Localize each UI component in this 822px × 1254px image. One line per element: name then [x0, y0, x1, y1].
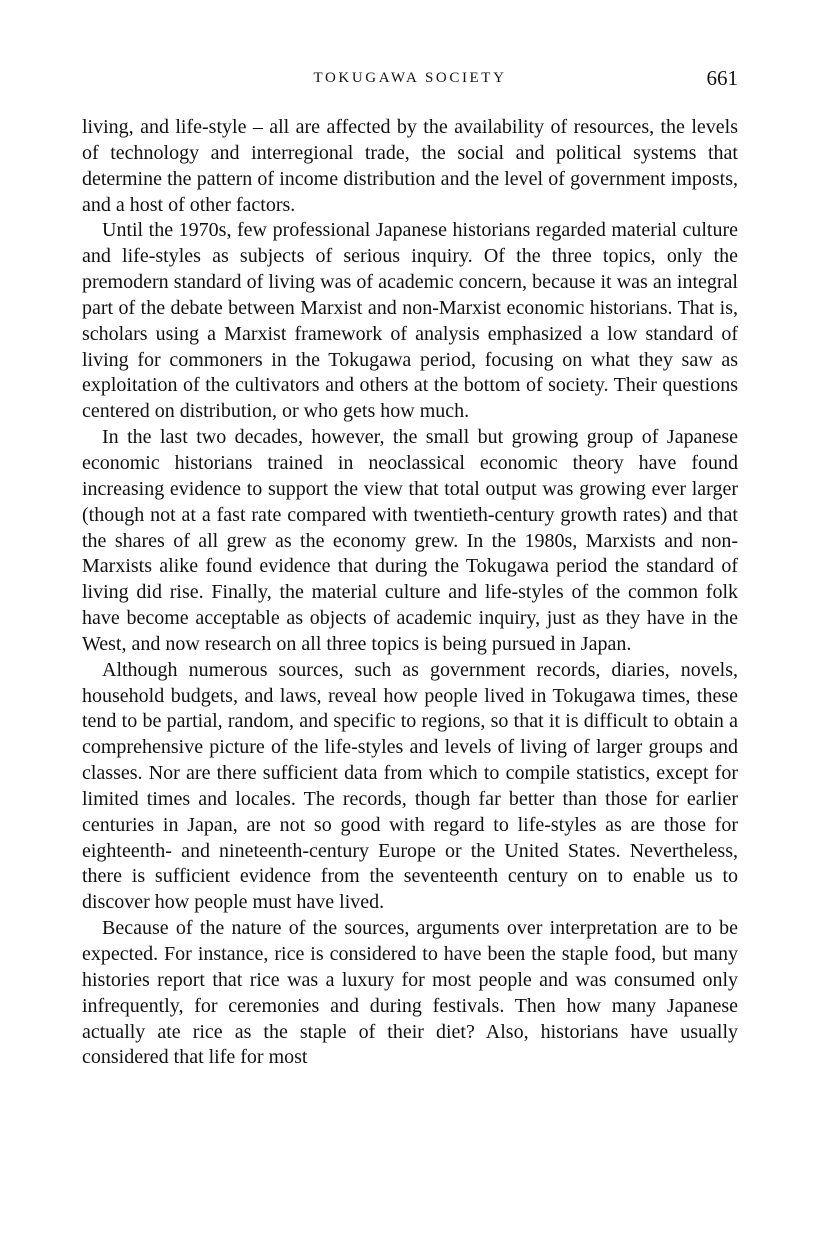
paragraph-1: living, and life-style – all are affected by the availability of resources, the levels of technology and interregional trade, the social and political systems that determine the pattern of income distribution and the level of government imposts, and a host of other factors.: [82, 116, 738, 216]
book-page: [82, 62, 738, 1071]
paragraph-4: Although numerous sources, such as government records, diaries, novels, household budgets, and laws, reveal how people lived in Tokugawa times, these tend to be partial, random, and specific to regions, so that it is difficult to obtain a comprehensive picture of the life-styles and levels of living of larger groups and classes. Nor are there sufficient data from which to compile statistics, except for limited times and locales. The records, though far better than those for earlier centuries in Japan, are not so good with regard to life-styles as are those for eighteenth- and nineteenth-century Europe or the United States. Nevertheless, there is sufficient evidence from the seventeenth century on to enable us to discover how people must have lived.: [82, 658, 738, 914]
page-number: 661: [706, 66, 738, 90]
paragraph-3: In the last two decades, however, the small but growing group of Japanese economic historians trained in neoclassical economic theory have found increasing evidence to support the view that total output was growing ever larger (though not at a fast rate compared with twentieth-century growth rates) and that the shares of all grew as the economy grew. In the 1980s, Marxists and non-Marxists alike found evidence that during the Tokugawa period the standard of living did rise. Finally, the material culture and life-styles of the common folk have become acceptable as objects of academic inquiry, just as they have in the West, and now research on all three topics is being pursued in Japan.: [82, 426, 738, 655]
running-head: [82, 62, 738, 94]
paragraph-2: Until the 1970s, few professional Japanese historians regarded material culture and life-styles as subjects of serious inquiry. Of the three topics, only the premodern standard of living was of academic concern, because it was an integral part of the debate between Marxist and non-Marxist economic historians. That is, scholars using a Marxist framework of analysis emphasized a low standard of living for commoners in the Tokugawa period, focusing on what they saw as exploitation of the cultivators and others at the bottom of society. Their questions centered on distribution, or who gets how much.: [82, 219, 738, 423]
paragraph-5: Because of the nature of the sources, arguments over interpretation are to be expected. For instance, rice is considered to have been the staple food, but many histories report that rice was a luxury for most people and was consumed only infrequently, for ceremonies and during festivals. Then how many Japanese actually ate rice as the staple of their diet? Also, historians have usually considered that life for most: [82, 917, 738, 1069]
running-title: TOKUGAWA SOCIETY: [313, 70, 507, 86]
body-text: [82, 115, 738, 1071]
